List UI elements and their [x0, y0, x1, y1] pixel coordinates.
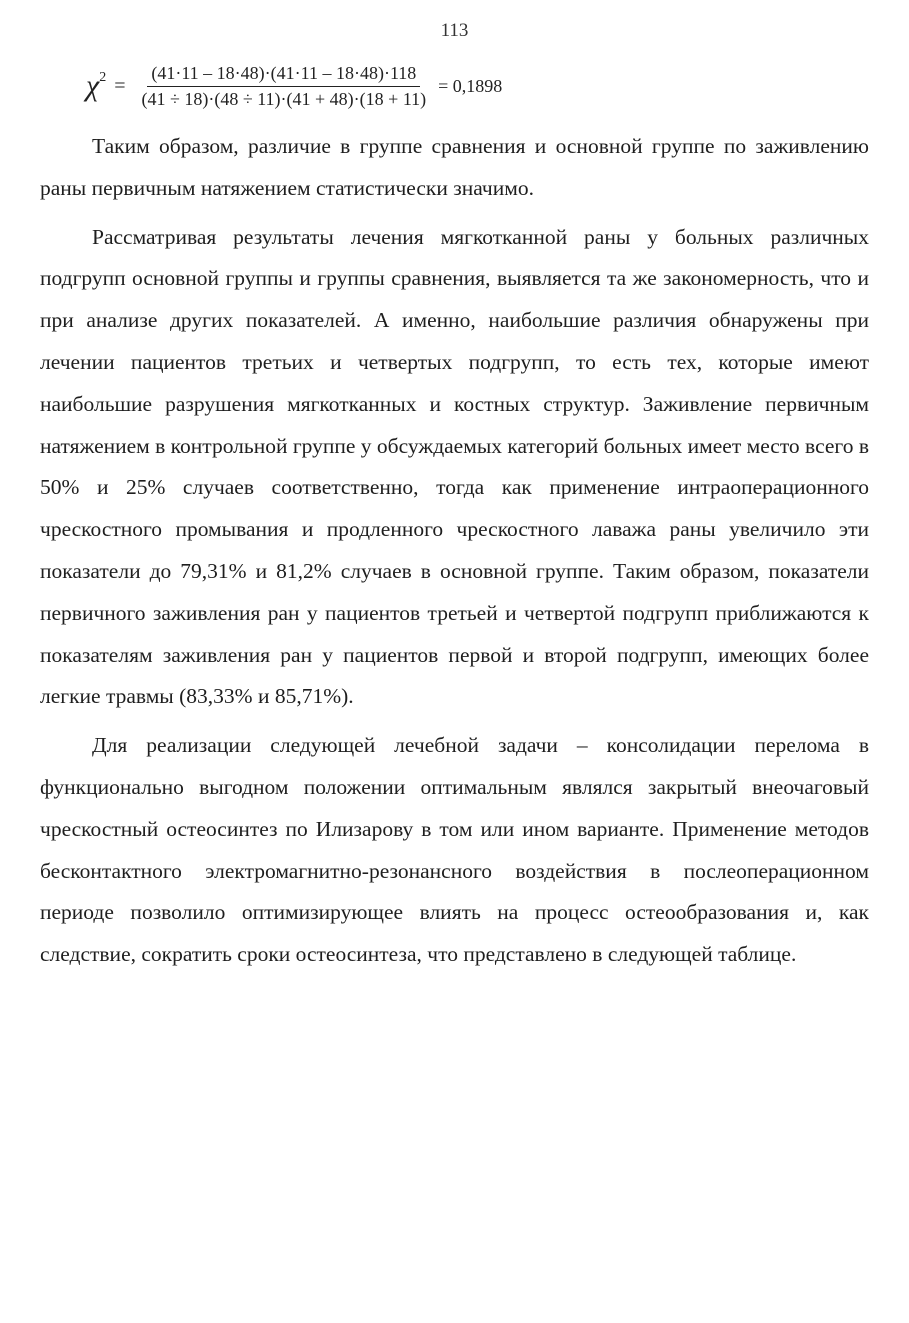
chi-square-symbol: [86, 71, 106, 101]
page-number: 113: [440, 20, 469, 41]
formula-numerator: (41·11 – 18·48)·(41·11 – 18·48)·118: [147, 63, 420, 87]
body-text: [40, 126, 869, 983]
chi-exponent: 2: [99, 70, 107, 85]
formula-equals-sign: =: [114, 74, 126, 97]
paragraph-results-analysis: Рассматривая результаты лечения мягкотканной раны у больных различных подгрупп основной группы и группы сравнения, выявляется та же закономерность, что и при анализе других показателей. А именно, наибольшие различия обнаружены при лечении пациентов третьих и четвертых подгрупп, то есть тех, которые имеют наибольшие разрушения мягкотканных и костных структур. Заживление первичным натяжением в контрольной группе у обсуждаемых категорий больных имеет место всего в 50% и 25% случаев соответственно, тогда как применение интраоперационного чрескостного промывания и продленного чрескостного лаважа раны увеличило эти показатели до 79,31% и 81,2% случаев в основной группе. Таким образом, показатели первичного заживления ран у пациентов третьей и четвертой подгрупп приближаются к показателям заживления ран у пациентов первой и второй подгрупп, имеющих более легкие травмы (83,33% и 85,71%).: [40, 224, 869, 709]
chi-square-formula: [86, 58, 502, 114]
formula-denominator: (41 ÷ 18)·(48 ÷ 11)·(41 + 48)·(18 + 11): [141, 88, 427, 109]
formula-result: = 0,1898: [438, 75, 503, 96]
paragraph-conclusion: Таким образом, различие в группе сравнения и основной группе по заживлению раны первичным натяжением статистически значимо.: [40, 134, 869, 200]
chi-letter: χ: [86, 69, 100, 102]
paragraph-consolidation: Для реализации следующей лечебной задачи – консолидации перелома в функционально выгодном положении оптимальным являлся закрытый внеочаговый чрескостный остеосинтез по Илизарову в том или ином варианте. Применение методов бесконтактного электромагнитно-резонансного воздействия в послеоперационном периоде позволило оптимизирующее влиять на процесс остеообразования и, как следствие, сократить сроки остеосинтеза, что представлено в следующей таблице.: [40, 733, 869, 967]
formula-fraction: [137, 63, 430, 110]
